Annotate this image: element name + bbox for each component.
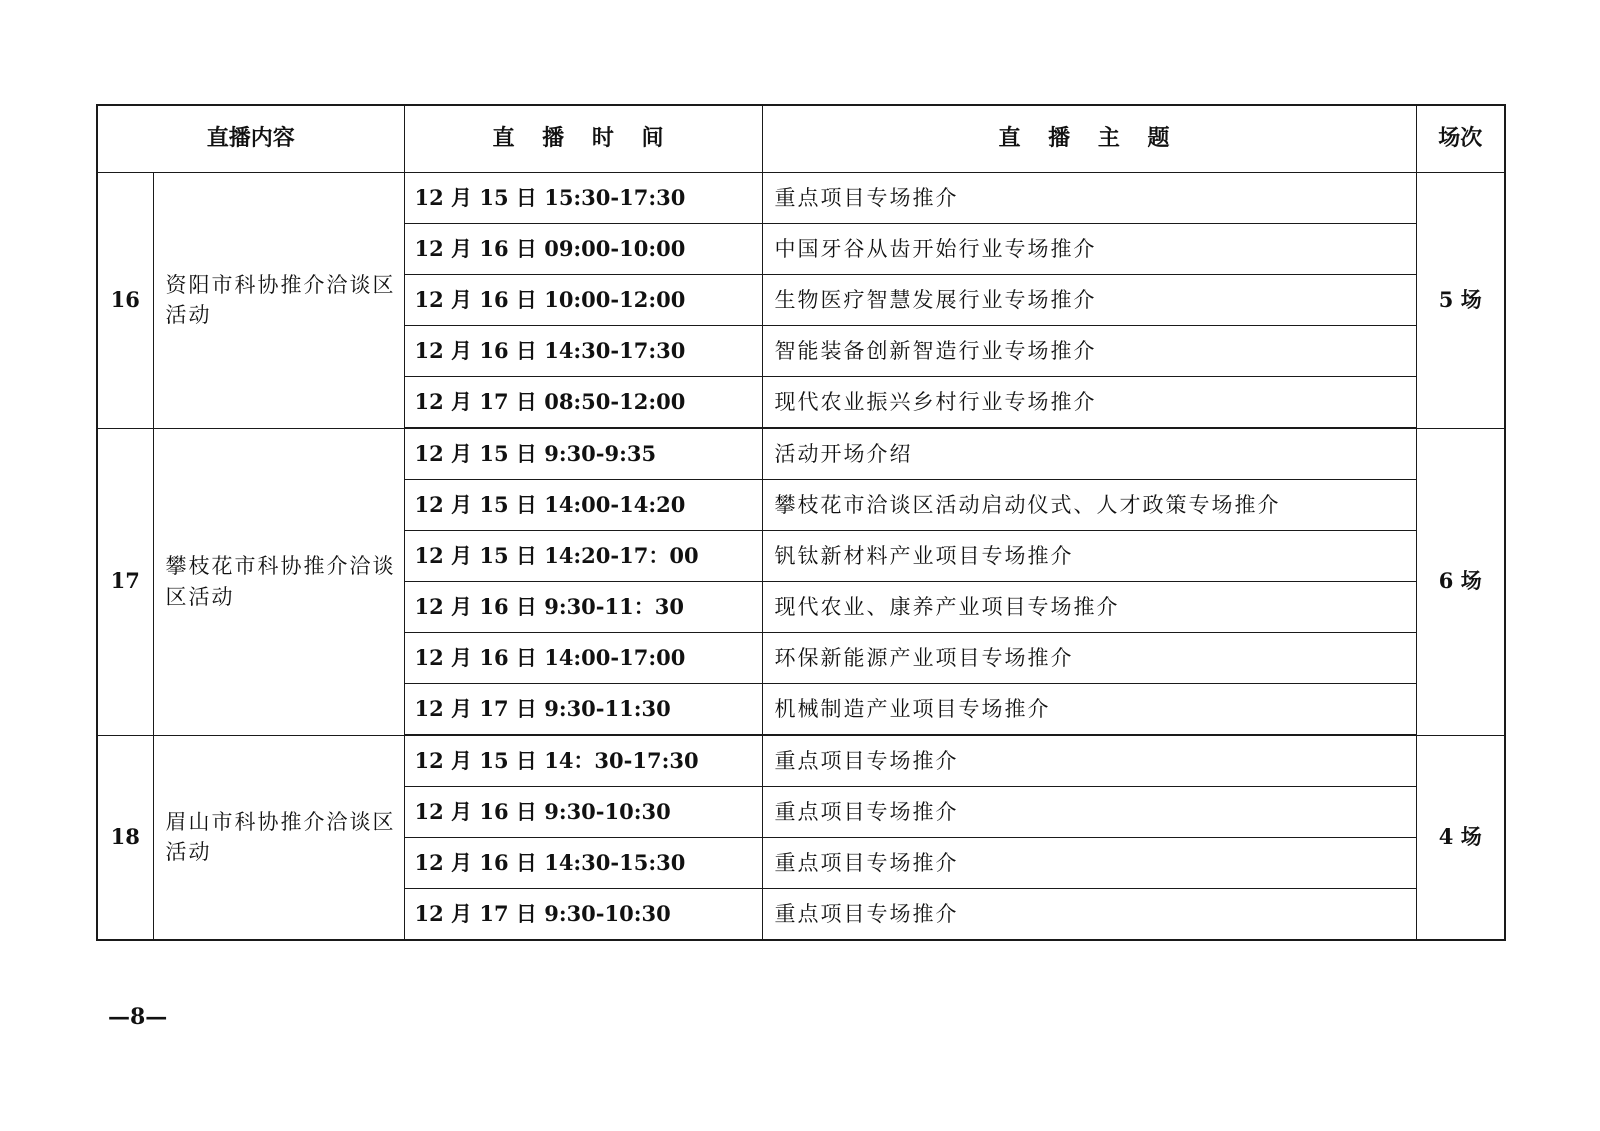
broadcast-time: 12 月 15 日 14：30-17:30 <box>404 735 762 787</box>
broadcast-topic: 现代农业振兴乡村行业专场推介 <box>762 377 1416 429</box>
broadcast-time: 12 月 16 日 14:00-17:00 <box>404 633 762 684</box>
broadcast-topic: 机械制造产业项目专场推介 <box>762 684 1416 736</box>
group-number: 16 <box>97 173 153 429</box>
broadcast-topic: 重点项目专场推介 <box>762 173 1416 224</box>
table-row <box>97 428 1505 480</box>
broadcast-topic: 智能装备创新智造行业专场推介 <box>762 326 1416 377</box>
live-broadcast-schedule-table <box>96 104 1506 941</box>
group-number: 18 <box>97 735 153 940</box>
session-count: 4 场 <box>1416 735 1505 940</box>
broadcast-time: 12 月 16 日 10:00-12:00 <box>404 275 762 326</box>
table-row <box>97 173 1505 224</box>
group-name: 资阳市科协推介洽谈区活动 <box>153 173 404 429</box>
page-number: —8— <box>108 1004 168 1030</box>
broadcast-time: 12 月 16 日 09:00-10:00 <box>404 224 762 275</box>
broadcast-time: 12 月 16 日 9:30-11：30 <box>404 582 762 633</box>
group-name: 眉山市科协推介洽谈区活动 <box>153 735 404 940</box>
group-number: 17 <box>97 428 153 735</box>
broadcast-time: 12 月 15 日 9:30-9:35 <box>404 428 762 480</box>
table-header-row <box>97 105 1505 173</box>
broadcast-topic: 重点项目专场推介 <box>762 735 1416 787</box>
broadcast-topic: 中国牙谷从齿开始行业专场推介 <box>762 224 1416 275</box>
group-name: 攀枝花市科协推介洽谈区活动 <box>153 428 404 735</box>
broadcast-topic: 生物医疗智慧发展行业专场推介 <box>762 275 1416 326</box>
broadcast-topic: 活动开场介绍 <box>762 428 1416 480</box>
broadcast-time: 12 月 17 日 08:50-12:00 <box>404 377 762 429</box>
header-count: 场次 <box>1416 105 1505 173</box>
broadcast-topic: 钒钛新材料产业项目专场推介 <box>762 531 1416 582</box>
broadcast-topic: 重点项目专场推介 <box>762 838 1416 889</box>
broadcast-time: 12 月 16 日 14:30-15:30 <box>404 838 762 889</box>
broadcast-time: 12 月 15 日 14:00-14:20 <box>404 480 762 531</box>
broadcast-time: 12 月 17 日 9:30-10:30 <box>404 889 762 941</box>
broadcast-time: 12 月 16 日 14:30-17:30 <box>404 326 762 377</box>
broadcast-time: 12 月 15 日 15:30-17:30 <box>404 173 762 224</box>
broadcast-time: 12 月 15 日 14:20-17：00 <box>404 531 762 582</box>
header-time: 直 播 时 间 <box>404 105 762 173</box>
broadcast-topic: 重点项目专场推介 <box>762 787 1416 838</box>
broadcast-topic: 现代农业、康养产业项目专场推介 <box>762 582 1416 633</box>
broadcast-topic: 环保新能源产业项目专场推介 <box>762 633 1416 684</box>
session-count: 5 场 <box>1416 173 1505 429</box>
broadcast-time: 12 月 16 日 9:30-10:30 <box>404 787 762 838</box>
broadcast-topic: 重点项目专场推介 <box>762 889 1416 941</box>
session-count: 6 场 <box>1416 428 1505 735</box>
header-content: 直播内容 <box>97 105 404 173</box>
header-topic: 直 播 主 题 <box>762 105 1416 173</box>
broadcast-time: 12 月 17 日 9:30-11:30 <box>404 684 762 736</box>
table-row <box>97 735 1505 787</box>
broadcast-topic: 攀枝花市洽谈区活动启动仪式、人才政策专场推介 <box>762 480 1416 531</box>
